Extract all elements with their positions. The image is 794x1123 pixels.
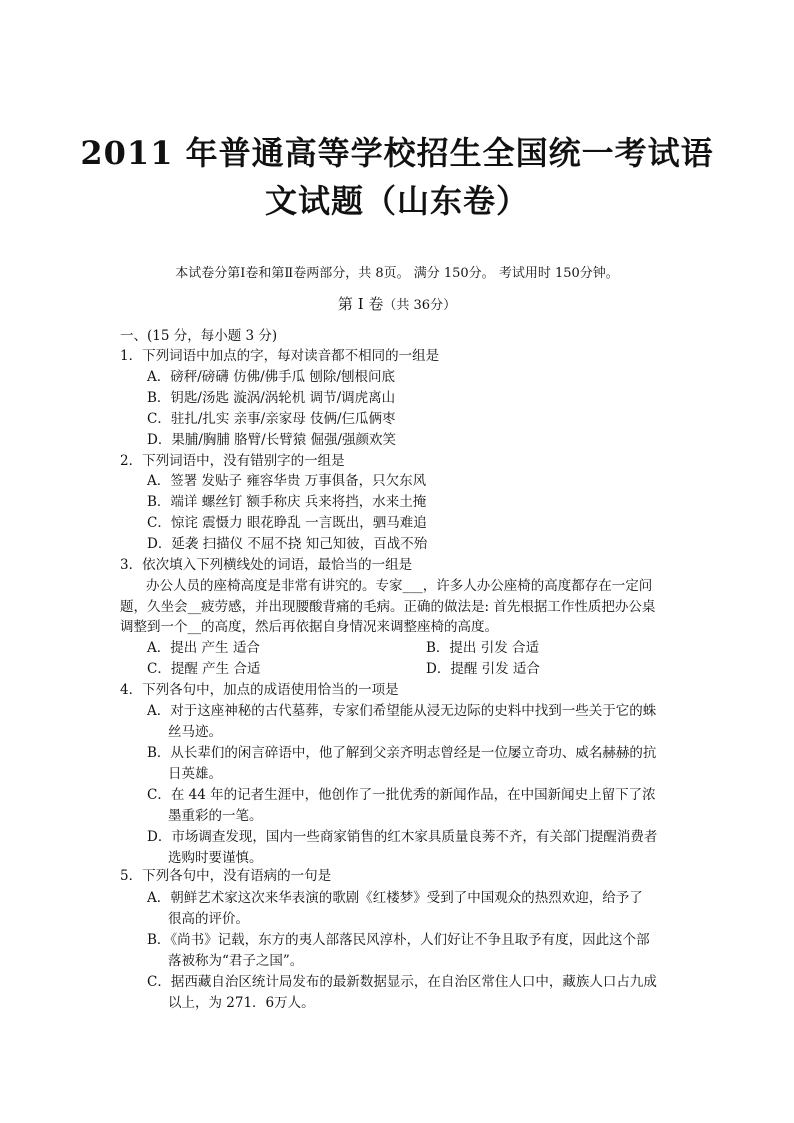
q2-option-c: C．惊诧 震慑力 眼花睁乱 一言既出，驷马难追 <box>147 515 427 531</box>
q2-option-a: A．签署 发贴子 雍容华贵 万事俱备，只欠东风 <box>147 473 427 489</box>
q5-option-b: B．《尚书》记载，东方的夷人部落民风淳朴，人们好让不争且取予有度，因此这个部 <box>147 932 650 948</box>
q4-option-b: B．从长辈们的闲言碎语中，他了解到父亲齐明志曾经是一位屡立奇功、威名赫赫的抗 <box>147 745 657 761</box>
exam-title-line2: 文试题（山东卷） <box>264 182 529 220</box>
q5-option-b-cont: 落被称为“君子之国”。 <box>168 953 304 969</box>
q4-option-b-cont: 日英雄。 <box>168 766 222 782</box>
q1-option-c: C．驻扎/扎实 亲事/亲家母 伎俩/仨瓜俩枣 <box>147 411 396 427</box>
q5-option-c-cont: 以上，为 271．6万人。 <box>168 995 315 1011</box>
q3-option-b: B．提出 引发 合适 <box>426 640 540 656</box>
q3-option-d: D．提醒 引发 适合 <box>426 661 540 677</box>
q4-stem: 4．下列各句中，加点的成语使用恰当的一项是 <box>120 682 399 698</box>
section-name: 第 Ⅰ 卷 <box>337 295 384 313</box>
part-heading: 一、(15 分，每小题 3 分) <box>120 328 278 344</box>
q3-option-c: C．提醒 产生 合适 <box>147 661 261 677</box>
q3-option-a: A．提出 产生 适合 <box>147 640 260 656</box>
q2-stem: 2．下列词语中，没有错别字的一组是 <box>120 453 345 469</box>
q2-option-d: D．延袭 扫描仪 不屈不挠 知己知彼，百战不殆 <box>147 536 428 552</box>
exam-title-line1: 2011 年普通高等学校招生全国统一考试语 <box>80 134 714 172</box>
q5-option-c: C．据西藏自治区统计局发布的最新数据显示，在自治区常住人口中，藏族人口占九成 <box>147 974 657 990</box>
q1-option-a: A．磅秤/磅礴 仿佛/佛手瓜 刨除/刨根问底 <box>147 369 395 385</box>
q4-option-d-cont: 选购时要谨慎。 <box>168 850 263 866</box>
q4-option-c-cont: 墨重彩的一笔。 <box>168 808 263 824</box>
q5-option-a-cont: 很高的评价。 <box>168 911 249 927</box>
q5-option-a: A．朝鲜艺术家这次来华表演的歌剧《红楼梦》受到了中国观众的热烈欢迎，给予了 <box>147 890 643 906</box>
q3-stem: 3．依次填入下列横线处的词语，最恰当的一组是 <box>120 557 413 573</box>
q1-stem: 1．下列词语中加点的字，每对读音都不相同的一组是 <box>120 348 440 364</box>
section-heading <box>0 293 794 314</box>
q2-option-b: B．端详 螺丝钉 额手称庆 兵来将挡，水来土掩 <box>147 494 427 510</box>
q3-passage-line1: 办公人员的座椅高度是非常有讲究的。专家___，许多人办公座椅的高度都存在一定问 <box>146 578 653 594</box>
q3-passage-line2: 题，久坐会__疲劳感，并出现腰酸背痛的毛病。正确的做法是: 首先根据工作性质把办公桌 <box>120 599 656 615</box>
q4-option-a-cont: 丝马迹。 <box>168 724 222 740</box>
q1-option-d: D．果脯/胸脯 胳臂/长臂猿 倔强/强颜欢笑 <box>147 432 397 448</box>
q1-option-b: B．钥匙/汤匙 漩涡/涡轮机 调节/调虎离山 <box>147 390 396 406</box>
q5-stem: 5．下列各句中，没有语病的一句是 <box>120 868 332 884</box>
q3-passage-line3: 调整到一个__的高度，然后再依据自身情况来调整座椅的高度。 <box>120 619 498 635</box>
q4-option-a: A．对于这座神秘的古代墓葬，专家们希望能从浸无边际的史料中找到一些关于它的蛛 <box>147 703 657 719</box>
q4-option-c: C．在 44 年的记者生涯中，他创作了一批优秀的新闻作品，在中国新闻史上留下了浓 <box>147 787 656 803</box>
exam-intro: 本试卷分第Ⅰ卷和第Ⅱ卷两部分，共 8页。 满分 150分。 考试用时 150分钟。 <box>175 266 619 281</box>
section-score: （共 36分） <box>383 298 457 313</box>
q4-option-d: D．市场调查发现，国内一些商家销售的红木家具质量良莠不齐，有关部门提醒消费者 <box>147 829 658 845</box>
